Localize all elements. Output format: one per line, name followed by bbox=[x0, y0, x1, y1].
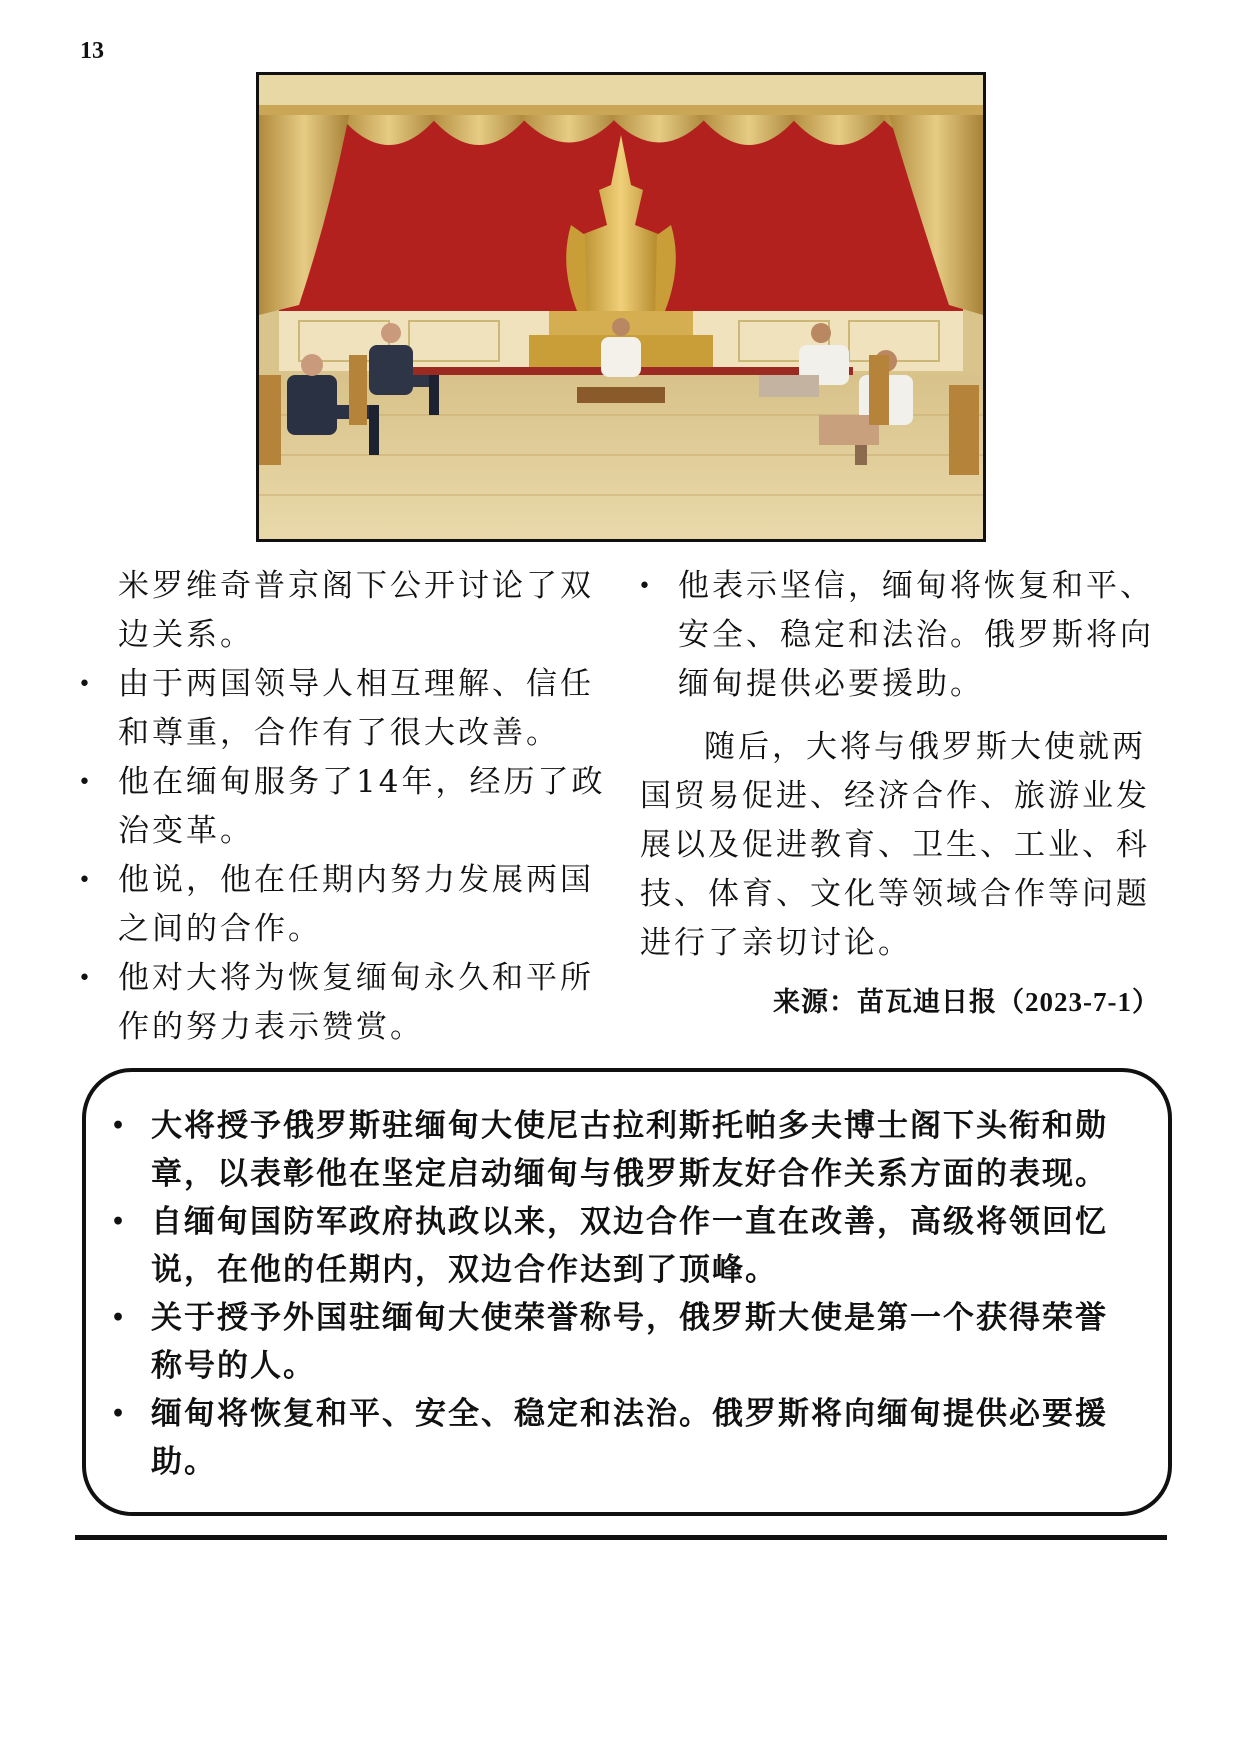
meeting-photo-illustration bbox=[259, 75, 983, 539]
summary-box bbox=[82, 1068, 1172, 1516]
bottom-rule bbox=[75, 1535, 1167, 1540]
page-number: 13 bbox=[80, 38, 104, 64]
left-bullet-item: • 由于两国领导人相互理解、信任和尊重，合作有了很大改善。 bbox=[78, 660, 608, 758]
right-bullet-item: • 他表示坚信，缅甸将恢复和平、安全、稳定和法治。俄罗斯将向缅甸提供必要援助。 bbox=[640, 562, 1160, 709]
summary-bullet-list bbox=[111, 1102, 1138, 1486]
summary-bullet-item: • 缅甸将恢复和平、安全、稳定和法治。俄罗斯将向缅甸提供必要援助。 bbox=[111, 1390, 1138, 1486]
right-column bbox=[640, 562, 1160, 1027]
left-continuation-text: 米罗维奇普京阁下公开讨论了双边关系。 bbox=[118, 568, 594, 653]
summary-bullet-item: • 大将授予俄罗斯驻缅甸大使尼古拉利斯托帕多夫博士阁下头衔和勋章，以表彰他在坚定启动缅甸与俄罗斯友好合作关系方面的表现。 bbox=[111, 1102, 1138, 1198]
summary-bullet-item: • 关于授予外国驻缅甸大使荣誉称号，俄罗斯大使是第一个获得荣誉称号的人。 bbox=[111, 1294, 1138, 1390]
meeting-photo bbox=[256, 72, 986, 542]
right-paragraph: 随后，大将与俄罗斯大使就两国贸易促进、经济合作、旅游业发展以及促进教育、卫生、工业、科技、体育、文化等领域合作等问题进行了亲切讨论。 bbox=[640, 729, 1150, 961]
left-column bbox=[78, 562, 608, 1052]
source-citation: 来源：苗瓦迪日报（2023-7-1） bbox=[773, 987, 1160, 1017]
right-bullet-list bbox=[640, 562, 1160, 709]
left-bullet-item: • 他对大将为恢复缅甸永久和平所作的努力表示赞赏。 bbox=[78, 954, 608, 1052]
left-bullet-item: • 他说，他在任期内努力发展两国之间的合作。 bbox=[78, 856, 608, 954]
left-bullet-list bbox=[78, 660, 608, 1052]
summary-bullet-item: • 自缅甸国防军政府执政以来，双边合作一直在改善，高级将领回忆说，在他的任期内，双边合作达到了顶峰。 bbox=[111, 1198, 1138, 1294]
left-bullet-item: • 他在缅甸服务了14年，经历了政治变革。 bbox=[78, 758, 608, 856]
